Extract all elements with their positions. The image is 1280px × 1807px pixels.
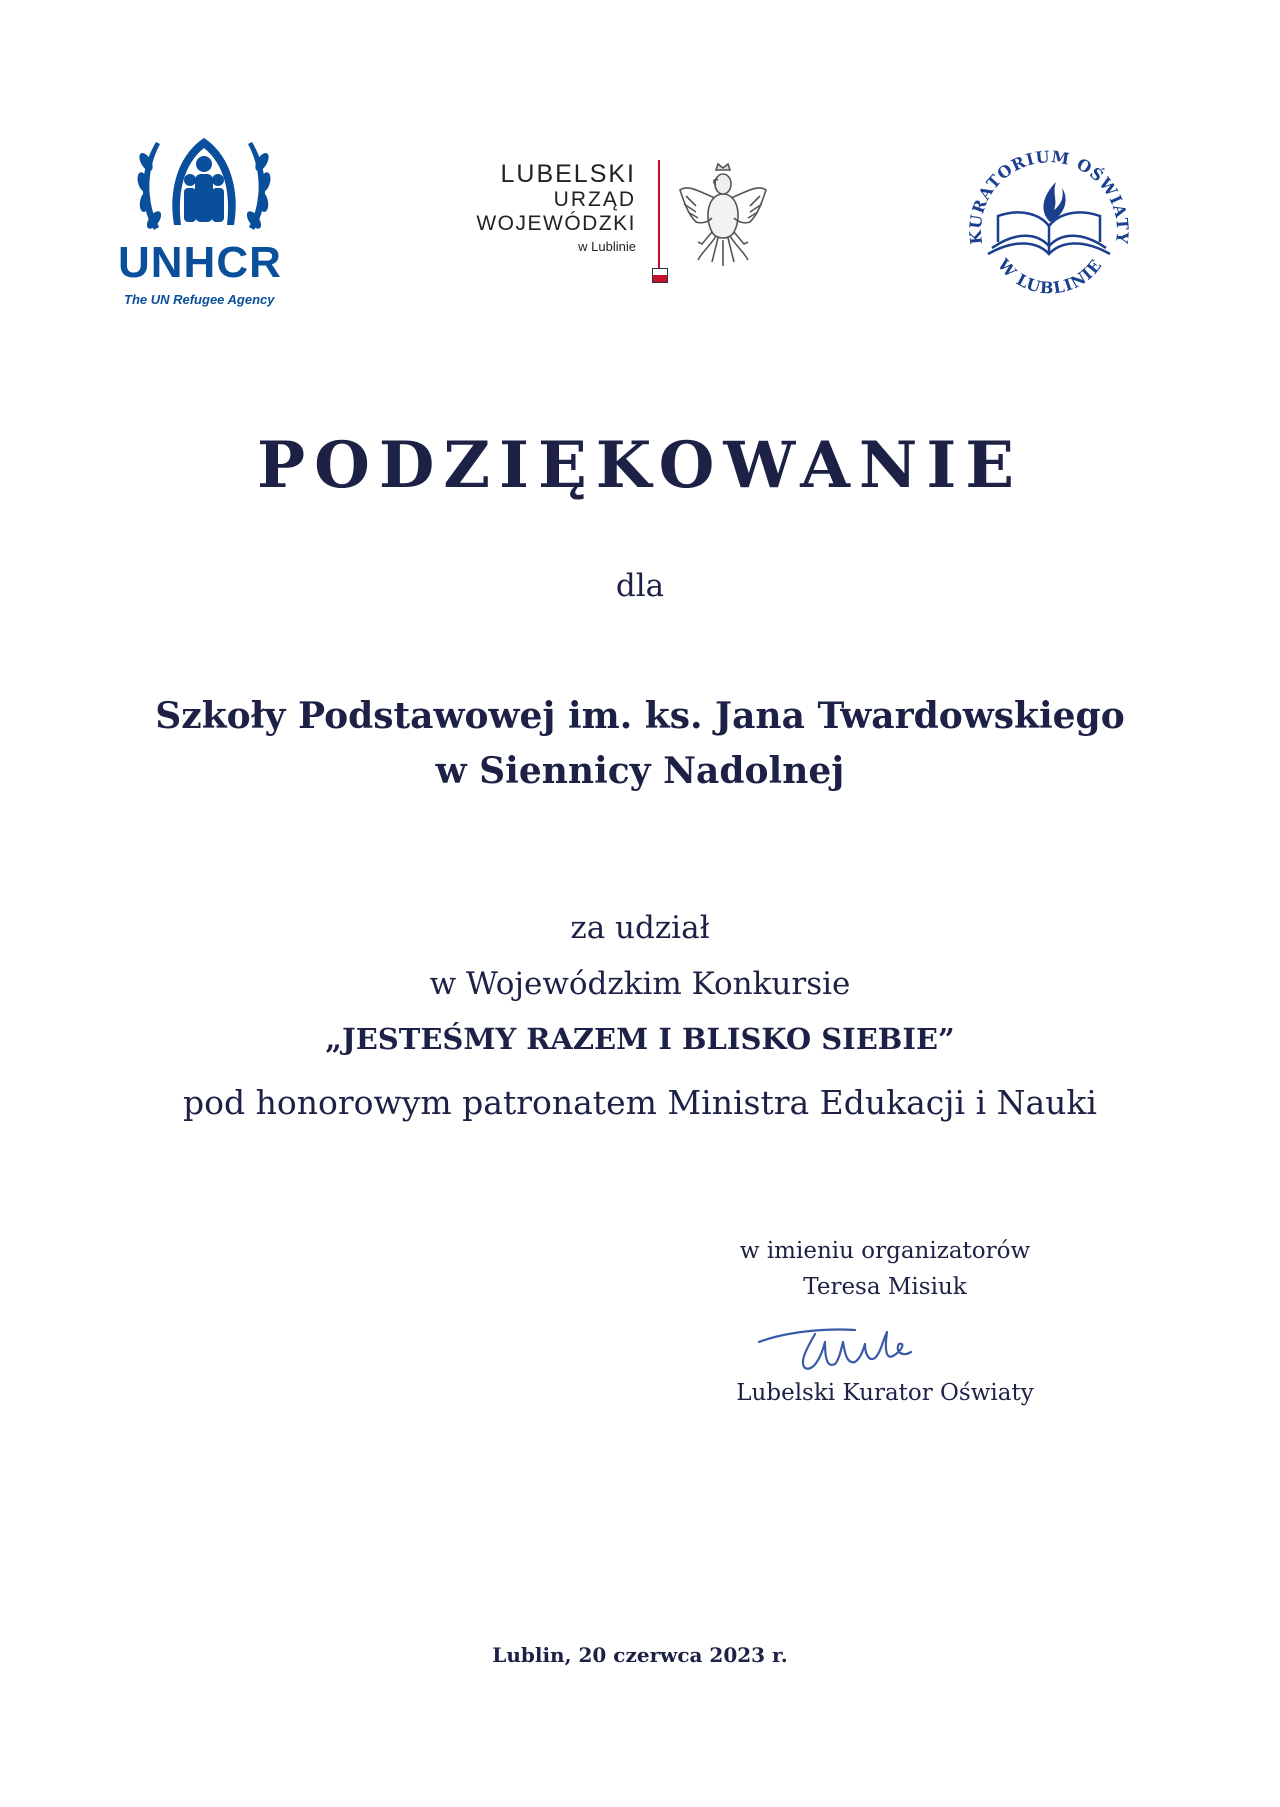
unhcr-tagline: The UN Refugee Agency — [124, 292, 275, 307]
urzad-wojewodzki-text — [476, 160, 636, 258]
urzad-line-3: WOJEWÓDZKI — [476, 212, 636, 235]
unhcr-logo — [118, 130, 298, 310]
unhcr-name: UNHCR — [118, 238, 282, 287]
date-line: Lublin, 20 czerwca 2023 r. — [492, 1643, 788, 1667]
kuratorium-arc-bottom: W LUBLINIE — [993, 255, 1106, 298]
handwritten-signature — [755, 1302, 945, 1392]
reason-line-1: za udział — [570, 910, 710, 946]
white-eagle-emblem-icon — [678, 162, 768, 270]
kuratorium-arc-top: KURATORIUM OŚWIATY — [965, 146, 1133, 246]
for-label: dla — [615, 568, 665, 604]
recipient-line-2: w Siennicy Nadolnej — [435, 750, 845, 792]
reason-line-2: w Wojewódzkim Konkursie — [429, 966, 851, 1002]
on-behalf-label: w imieniu organizatorów — [739, 1238, 1031, 1264]
contest-name: „JESTEŚMY RAZEM I BLISKO SIEBIE” — [325, 1022, 955, 1056]
kuratorium-oswiaty-logo — [958, 130, 1140, 312]
urzad-divider — [658, 160, 660, 270]
unhcr-emblem-icon — [134, 130, 274, 240]
page-title: PODZIĘKOWANIE — [256, 428, 1024, 503]
reason-line-4: pod honorowym patronatem Ministra Edukacji i Nauki — [183, 1083, 1097, 1122]
signer-name: Teresa Misiuk — [803, 1274, 967, 1300]
polish-flag-icon — [652, 268, 668, 283]
urzad-wojewodzki-logo — [470, 160, 790, 290]
urzad-line-4: w Lublinie — [578, 239, 636, 254]
urzad-line-2: URZĄD — [553, 188, 636, 211]
recipient-line-1: Szkoły Podstawowej im. ks. Jana Twardowskiego — [155, 695, 1125, 737]
urzad-line-1: LUBELSKI — [500, 160, 636, 188]
svg-text:W LUBLINIE — [993, 254, 1106, 297]
signer-title: Lubelski Kurator Oświaty — [736, 1380, 1034, 1406]
